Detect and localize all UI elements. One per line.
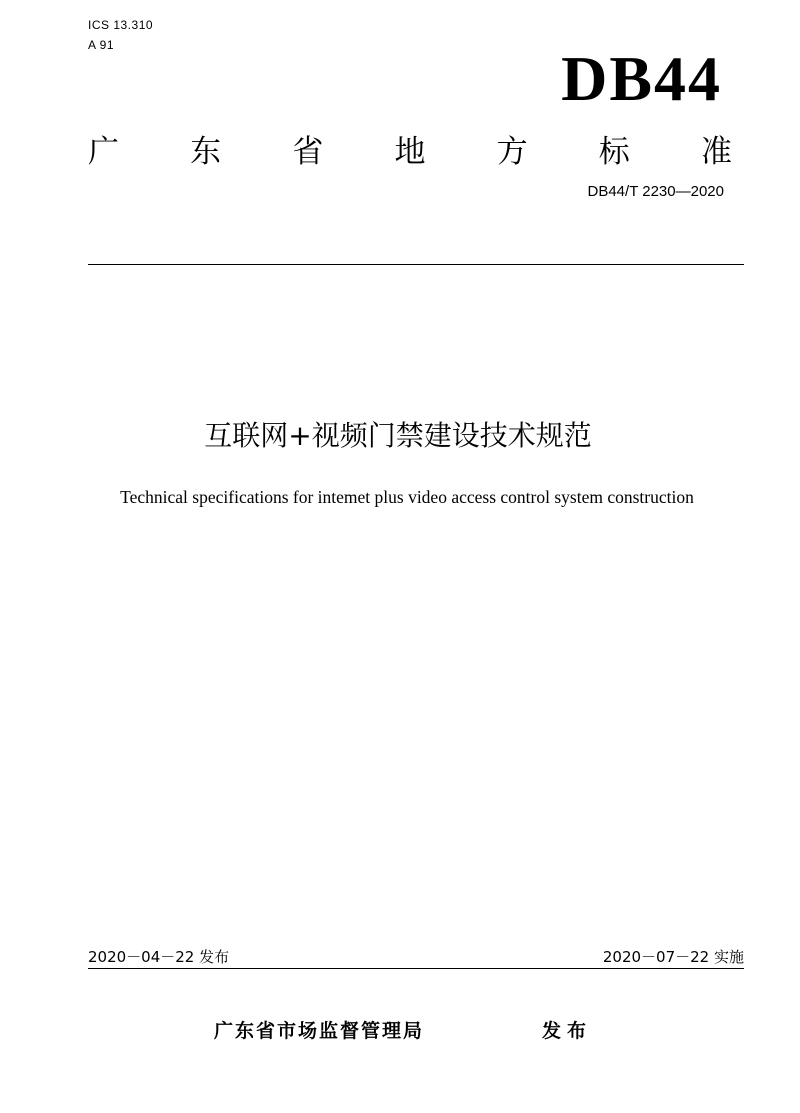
publisher-name: 广东省市场监督管理局 [214,1020,425,1042]
standard-number: DB44/T 2230—2020 [587,183,724,200]
document-title-chinese: 互联网+视频门禁建设技术规范 [204,419,592,452]
issue-date: 2020－04－22 发布 [88,948,230,966]
db44-logo: DB44 [561,43,722,114]
top-divider [88,264,744,265]
bottom-divider [88,968,744,969]
publish-label: 发布 [542,1020,593,1042]
standard-type-char: 广 [88,134,119,170]
document-title-english: Technical specifications for intemet plus video access control system construction [120,487,694,507]
implementation-date: 2020－07－22 实施 [602,948,744,966]
standard-type-heading [88,132,732,172]
standard-type-char: 地 [394,134,426,170]
standard-type-char: 省 [292,134,324,170]
standard-type-char: 东 [190,134,222,170]
standard-type-char: 方 [496,134,528,170]
classification-code: A 91 [88,38,115,52]
ics-code: ICS 13.310 [88,18,154,32]
standard-type-char: 准 [700,134,732,170]
standard-type-char: 标 [598,134,630,170]
